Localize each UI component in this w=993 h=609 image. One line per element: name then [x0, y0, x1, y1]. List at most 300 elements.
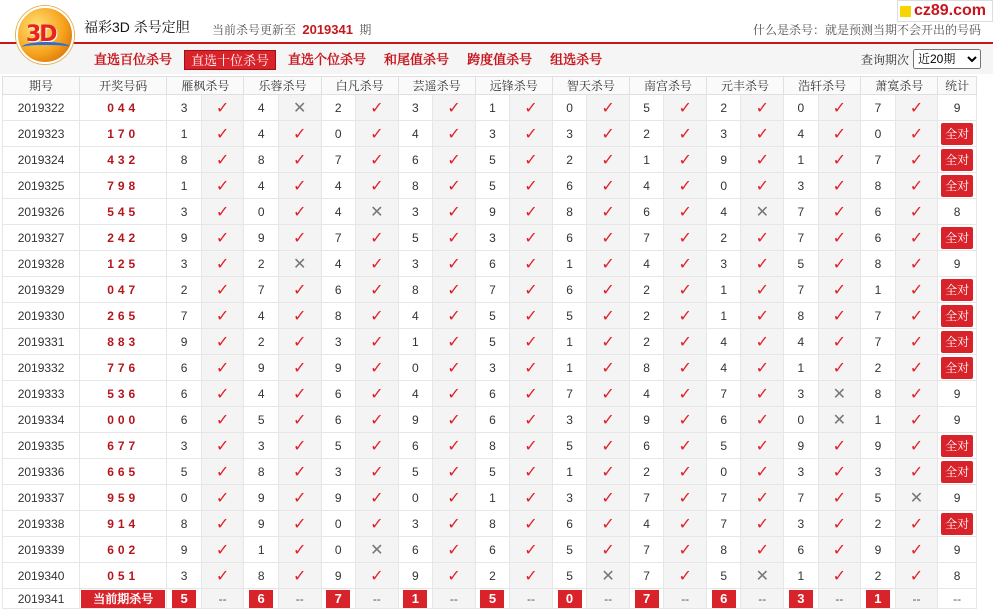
kill-result-cell — [278, 121, 321, 147]
kill-number-explanation: 什么是杀号：就是预测当期不会开出的号码 — [752, 23, 981, 37]
current-stat-cell: -- — [938, 589, 977, 609]
stat-cell: 9 — [938, 537, 977, 563]
current-kill-cell — [707, 589, 741, 609]
check-icon: ✓ — [909, 359, 924, 377]
kill-result-cell — [201, 355, 244, 381]
kill-number-cell: 6 — [167, 407, 201, 433]
kill-number-cell: 4 — [398, 381, 432, 407]
check-icon: ✓ — [909, 177, 924, 195]
kill-result-cell — [587, 147, 630, 173]
kill-result-cell — [201, 563, 244, 589]
check-icon: ✓ — [215, 203, 230, 221]
cross-icon: ✕ — [370, 203, 384, 221]
kill-result-cell — [741, 563, 784, 589]
current-kill-label: 当前期杀号 — [81, 590, 165, 608]
kill-number-cell: 7 — [784, 199, 818, 225]
check-icon: ✓ — [832, 567, 847, 585]
kill-number-cell: 1 — [552, 459, 586, 485]
check-icon: ✓ — [909, 385, 924, 403]
all-correct-badge[interactable]: 全对 — [941, 149, 973, 171]
kill-number-cell: 8 — [244, 563, 278, 589]
kill-number-cell: 6 — [475, 381, 509, 407]
kill-result-cell — [818, 95, 861, 121]
kill-number-cell: 4 — [629, 251, 663, 277]
kill-number-cell: 3 — [167, 433, 201, 459]
check-icon: ✓ — [601, 359, 615, 377]
period-cell: 2019331 — [3, 329, 80, 355]
kill-result-cell — [895, 277, 938, 303]
check-icon: ✓ — [293, 151, 307, 169]
check-icon: ✓ — [755, 437, 769, 455]
kill-number-cell: 3 — [784, 459, 818, 485]
kill-result-cell — [433, 251, 476, 277]
kill-number-cell: 7 — [784, 485, 818, 511]
kill-result-cell — [664, 537, 707, 563]
check-icon: ✓ — [447, 99, 461, 117]
period-cell: 2019323 — [3, 121, 80, 147]
update-status — [212, 21, 371, 38]
check-icon: ✓ — [447, 177, 461, 195]
check-icon: ✓ — [215, 229, 230, 247]
kill-result-cell — [356, 303, 399, 329]
table-row — [3, 173, 977, 199]
kill-number-cell: 5 — [784, 251, 818, 277]
kill-result-cell — [356, 199, 399, 225]
check-icon: ✓ — [447, 541, 461, 559]
kill-result-cell — [510, 329, 553, 355]
current-kill-number: 7 — [326, 590, 350, 608]
current-kill-number: 7 — [635, 590, 659, 608]
check-icon: ✓ — [370, 411, 384, 429]
current-kill-cell — [167, 589, 201, 609]
draw-number-cell: 265 — [80, 303, 167, 329]
all-correct-badge[interactable]: 全对 — [941, 305, 973, 327]
check-icon: ✓ — [524, 255, 538, 273]
kill-result-cell — [587, 563, 630, 589]
kill-number-cell: 2 — [629, 303, 663, 329]
kill-number-cell: 3 — [321, 329, 355, 355]
check-icon: ✓ — [370, 307, 384, 325]
kill-result-cell — [510, 563, 553, 589]
current-kill-number: 0 — [558, 590, 582, 608]
column-header: 开奖号码 — [80, 77, 167, 95]
tab-kill-type[interactable]: 组选杀号 — [550, 52, 603, 67]
kill-number-cell: 0 — [707, 173, 741, 199]
check-icon: ✓ — [909, 541, 924, 559]
check-icon: ✓ — [678, 515, 692, 533]
check-icon: ✓ — [909, 437, 924, 455]
period-cell: 2019326 — [3, 199, 80, 225]
brand-square-icon — [900, 6, 911, 17]
check-icon: ✓ — [215, 359, 230, 377]
current-kill-cell — [552, 589, 586, 609]
kill-number-cell: 2 — [629, 277, 663, 303]
check-icon: ✓ — [678, 177, 692, 195]
kill-number-cell: 0 — [861, 121, 895, 147]
table-row — [3, 511, 977, 537]
kill-result-cell — [278, 407, 321, 433]
kill-result-cell — [741, 199, 784, 225]
cross-icon: ✕ — [755, 203, 769, 221]
kill-result-cell — [278, 433, 321, 459]
site-brand[interactable] — [897, 0, 993, 22]
all-correct-badge[interactable]: 全对 — [941, 357, 973, 379]
kill-number-cell: 6 — [167, 381, 201, 407]
check-icon: ✓ — [755, 489, 769, 507]
kill-number-cell: 1 — [784, 563, 818, 589]
kill-result-cell — [510, 199, 553, 225]
kill-number-cell: 6 — [321, 407, 355, 433]
current-kill-result: -- — [664, 589, 707, 609]
check-icon: ✓ — [909, 99, 924, 117]
kill-number-cell: 3 — [167, 199, 201, 225]
draw-number-cell: 051 — [80, 563, 167, 589]
check-icon: ✓ — [447, 229, 461, 247]
kill-number-cell: 4 — [244, 173, 278, 199]
kill-result-cell — [356, 121, 399, 147]
tab-kill-type[interactable]: 跨度值杀号 — [467, 52, 533, 67]
kill-result-cell — [433, 485, 476, 511]
kill-number-cell: 4 — [398, 303, 432, 329]
kill-result-cell — [895, 251, 938, 277]
stat-cell — [938, 121, 977, 147]
kill-result-cell — [433, 277, 476, 303]
kill-result-cell — [741, 147, 784, 173]
draw-number-cell: 545 — [80, 199, 167, 225]
kill-number-cell: 9 — [244, 485, 278, 511]
kill-number-cell: 6 — [629, 199, 663, 225]
check-icon: ✓ — [909, 125, 924, 143]
check-icon: ✓ — [215, 541, 230, 559]
kill-result-cell — [278, 563, 321, 589]
current-issue: 2019341 — [302, 22, 353, 37]
check-icon: ✓ — [909, 463, 924, 481]
kill-number-cell: 2 — [707, 95, 741, 121]
check-icon: ✓ — [524, 541, 538, 559]
all-correct-badge[interactable]: 全对 — [941, 123, 973, 145]
check-icon: ✓ — [832, 437, 847, 455]
kill-number-cell: 1 — [167, 121, 201, 147]
kill-result-cell — [510, 303, 553, 329]
kill-result-cell — [278, 147, 321, 173]
check-icon: ✓ — [601, 255, 615, 273]
check-icon: ✓ — [678, 385, 692, 403]
kill-number-cell: 3 — [707, 251, 741, 277]
check-icon: ✓ — [678, 489, 692, 507]
kill-number-cell: 4 — [321, 173, 355, 199]
check-icon: ✓ — [832, 203, 847, 221]
kill-result-cell — [587, 303, 630, 329]
kill-number-cell: 2 — [475, 563, 509, 589]
stat-cell — [938, 459, 977, 485]
kill-number-cell: 9 — [167, 329, 201, 355]
check-icon: ✓ — [293, 229, 307, 247]
check-icon: ✓ — [755, 307, 769, 325]
column-header: 芸遥杀号 — [398, 77, 475, 95]
kill-number-cell: 6 — [552, 225, 586, 251]
table-row — [3, 537, 977, 563]
kill-number-cell: 6 — [167, 355, 201, 381]
check-icon: ✓ — [293, 411, 307, 429]
check-icon: ✓ — [370, 333, 384, 351]
kill-number-cell: 4 — [398, 121, 432, 147]
kill-result-cell — [510, 485, 553, 511]
all-correct-badge[interactable]: 全对 — [941, 461, 973, 483]
tab-kill-type[interactable]: 和尾值杀号 — [384, 52, 450, 67]
kill-number-cell: 1 — [552, 355, 586, 381]
kill-result-cell — [587, 199, 630, 225]
kill-result-cell — [278, 303, 321, 329]
kill-result-cell — [818, 381, 861, 407]
kill-number-cell: 8 — [552, 199, 586, 225]
period-cell: 2019327 — [3, 225, 80, 251]
kill-number-cell: 2 — [629, 329, 663, 355]
kill-result-cell — [664, 459, 707, 485]
kill-result-cell — [510, 95, 553, 121]
all-correct-badge[interactable]: 全对 — [941, 279, 973, 301]
kill-number-cell: 9 — [167, 225, 201, 251]
stat-cell: 9 — [938, 251, 977, 277]
kill-number-cell: 3 — [552, 121, 586, 147]
check-icon: ✓ — [524, 333, 538, 351]
kill-number-cell: 9 — [244, 355, 278, 381]
cross-icon: ✕ — [755, 567, 769, 585]
kill-result-cell — [356, 225, 399, 251]
kill-number-cell: 1 — [552, 329, 586, 355]
check-icon: ✓ — [755, 229, 769, 247]
check-icon: ✓ — [447, 203, 461, 221]
check-icon: ✓ — [370, 281, 384, 299]
kill-result-cell — [895, 485, 938, 511]
kill-result-cell — [201, 537, 244, 563]
kill-result-cell — [510, 433, 553, 459]
check-icon: ✓ — [447, 515, 461, 533]
kill-result-cell — [433, 381, 476, 407]
kill-type-nav — [0, 44, 993, 74]
kill-number-cell: 4 — [707, 329, 741, 355]
kill-number-cell: 5 — [475, 147, 509, 173]
current-kill-cell — [784, 589, 818, 609]
kill-result-cell — [664, 199, 707, 225]
kill-result-cell — [818, 537, 861, 563]
stat-cell — [938, 225, 977, 251]
kill-number-cell: 3 — [244, 433, 278, 459]
check-icon: ✓ — [601, 385, 615, 403]
kill-result-cell — [741, 355, 784, 381]
check-icon: ✓ — [601, 489, 615, 507]
kill-number-cell: 0 — [784, 95, 818, 121]
kill-result-cell — [278, 381, 321, 407]
check-icon: ✓ — [832, 359, 847, 377]
kill-number-cell: 0 — [784, 407, 818, 433]
check-icon: ✓ — [524, 307, 538, 325]
tab-kill-type[interactable]: 直选十位杀号 — [184, 50, 276, 70]
kill-result-cell — [201, 303, 244, 329]
column-header: 远锋杀号 — [475, 77, 552, 95]
check-icon: ✓ — [524, 411, 538, 429]
kill-result-cell — [510, 225, 553, 251]
tab-kill-type[interactable]: 直选百位杀号 — [94, 52, 173, 67]
kill-number-cell: 1 — [707, 277, 741, 303]
kill-result-cell — [510, 147, 553, 173]
kill-result-cell — [741, 511, 784, 537]
kill-number-cell: 3 — [398, 95, 432, 121]
kill-result-cell — [818, 433, 861, 459]
check-icon: ✓ — [832, 151, 847, 169]
kill-number-cell: 0 — [321, 537, 355, 563]
stat-cell — [938, 355, 977, 381]
all-correct-badge[interactable]: 全对 — [941, 513, 973, 535]
draw-number-cell: 044 — [80, 95, 167, 121]
check-icon: ✓ — [678, 541, 692, 559]
check-icon: ✓ — [215, 151, 230, 169]
current-kill-number: 3 — [789, 590, 813, 608]
kill-result-cell — [741, 251, 784, 277]
kill-number-cell: 4 — [244, 95, 278, 121]
check-icon: ✓ — [370, 437, 384, 455]
current-kill-result: -- — [818, 589, 861, 609]
column-header: 雁枫杀号 — [167, 77, 244, 95]
kill-type-tabs — [88, 50, 608, 70]
cross-icon: ✕ — [370, 541, 384, 559]
kill-number-cell: 4 — [629, 381, 663, 407]
kill-number-cell: 9 — [398, 563, 432, 589]
check-icon: ✓ — [832, 255, 847, 273]
check-icon: ✓ — [524, 281, 538, 299]
kill-number-cell: 5 — [167, 459, 201, 485]
check-icon: ✓ — [755, 125, 769, 143]
kill-result-cell — [664, 407, 707, 433]
stat-cell: 8 — [938, 199, 977, 225]
cross-icon: ✕ — [832, 385, 847, 403]
check-icon: ✓ — [447, 333, 461, 351]
kill-number-cell: 3 — [784, 381, 818, 407]
kill-result-cell — [433, 459, 476, 485]
kill-number-cell: 3 — [167, 251, 201, 277]
kill-number-cell: 3 — [861, 459, 895, 485]
current-kill-result: -- — [895, 589, 938, 609]
all-correct-badge[interactable]: 全对 — [941, 435, 973, 457]
kill-number-cell: 5 — [552, 537, 586, 563]
check-icon: ✓ — [601, 463, 615, 481]
check-icon: ✓ — [678, 359, 692, 377]
all-correct-badge[interactable]: 全对 — [941, 331, 973, 353]
kill-number-cell: 8 — [398, 173, 432, 199]
period-cell: 2019325 — [3, 173, 80, 199]
check-icon: ✓ — [755, 151, 769, 169]
kill-number-cell: 6 — [861, 199, 895, 225]
kill-number-cell: 3 — [398, 511, 432, 537]
kill-number-cell: 5 — [475, 459, 509, 485]
check-icon: ✓ — [678, 463, 692, 481]
kill-result-cell — [587, 277, 630, 303]
kill-number-cell: 9 — [784, 433, 818, 459]
kill-number-cell: 4 — [784, 121, 818, 147]
kill-result-cell — [201, 147, 244, 173]
kill-number-cell: 2 — [861, 563, 895, 589]
check-icon: ✓ — [524, 463, 538, 481]
kill-result-cell — [895, 199, 938, 225]
kill-result-cell — [895, 433, 938, 459]
current-kill-number: 6 — [712, 590, 736, 608]
tab-kill-type[interactable]: 直选个位杀号 — [288, 52, 367, 67]
check-icon: ✓ — [293, 359, 307, 377]
kill-number-cell: 5 — [244, 407, 278, 433]
kill-result-cell — [201, 329, 244, 355]
kill-result-cell — [741, 277, 784, 303]
kill-number-cell: 6 — [784, 537, 818, 563]
kill-number-cell: 4 — [629, 511, 663, 537]
kill-result-cell — [278, 173, 321, 199]
draw-number-cell: 883 — [80, 329, 167, 355]
kill-number-cell: 6 — [552, 511, 586, 537]
kill-result-cell — [587, 329, 630, 355]
kill-result-cell — [356, 433, 399, 459]
check-icon: ✓ — [215, 463, 230, 481]
kill-number-cell: 2 — [167, 277, 201, 303]
draw-number-cell: 000 — [80, 407, 167, 433]
all-correct-badge[interactable]: 全对 — [941, 175, 973, 197]
kill-number-cell: 9 — [321, 563, 355, 589]
draw-number-cell: 959 — [80, 485, 167, 511]
check-icon: ✓ — [524, 203, 538, 221]
kill-result-cell — [895, 459, 938, 485]
kill-number-cell: 5 — [707, 563, 741, 589]
kill-result-cell — [433, 511, 476, 537]
kill-result-cell — [818, 251, 861, 277]
kill-result-cell — [433, 303, 476, 329]
check-icon: ✓ — [524, 125, 538, 143]
column-header: 南宫杀号 — [629, 77, 706, 95]
kill-result-cell — [895, 407, 938, 433]
kill-number-cell: 4 — [244, 303, 278, 329]
kill-number-cell: 3 — [167, 563, 201, 589]
kill-number-cell: 6 — [552, 173, 586, 199]
kill-result-cell — [433, 537, 476, 563]
kill-result-cell — [818, 355, 861, 381]
check-icon: ✓ — [678, 281, 692, 299]
check-icon: ✓ — [293, 125, 307, 143]
draw-number-cell: 536 — [80, 381, 167, 407]
kill-result-cell — [510, 173, 553, 199]
check-icon: ✓ — [601, 99, 615, 117]
all-correct-badge[interactable]: 全对 — [941, 227, 973, 249]
stat-cell: 8 — [938, 563, 977, 589]
check-icon: ✓ — [524, 437, 538, 455]
kill-number-cell: 3 — [784, 173, 818, 199]
kill-number-cell: 4 — [707, 199, 741, 225]
check-icon: ✓ — [447, 385, 461, 403]
logo-swoosh-icon — [22, 42, 70, 52]
check-icon: ✓ — [215, 177, 230, 195]
kill-result-cell — [356, 147, 399, 173]
kill-number-cell: 5 — [707, 433, 741, 459]
kill-number-cell: 8 — [784, 303, 818, 329]
kill-result-cell — [895, 121, 938, 147]
current-kill-number: 5 — [172, 590, 196, 608]
current-kill-cell — [244, 589, 278, 609]
kill-number-cell: 1 — [861, 407, 895, 433]
kill-result-cell — [510, 459, 553, 485]
kill-result-cell — [664, 511, 707, 537]
check-icon: ✓ — [215, 333, 230, 351]
query-period-select[interactable] — [913, 49, 981, 69]
check-icon: ✓ — [524, 177, 538, 195]
kill-result-cell — [201, 459, 244, 485]
column-header: 乐蓉杀号 — [244, 77, 321, 95]
kill-number-cell: 8 — [167, 147, 201, 173]
kill-result-cell — [278, 329, 321, 355]
